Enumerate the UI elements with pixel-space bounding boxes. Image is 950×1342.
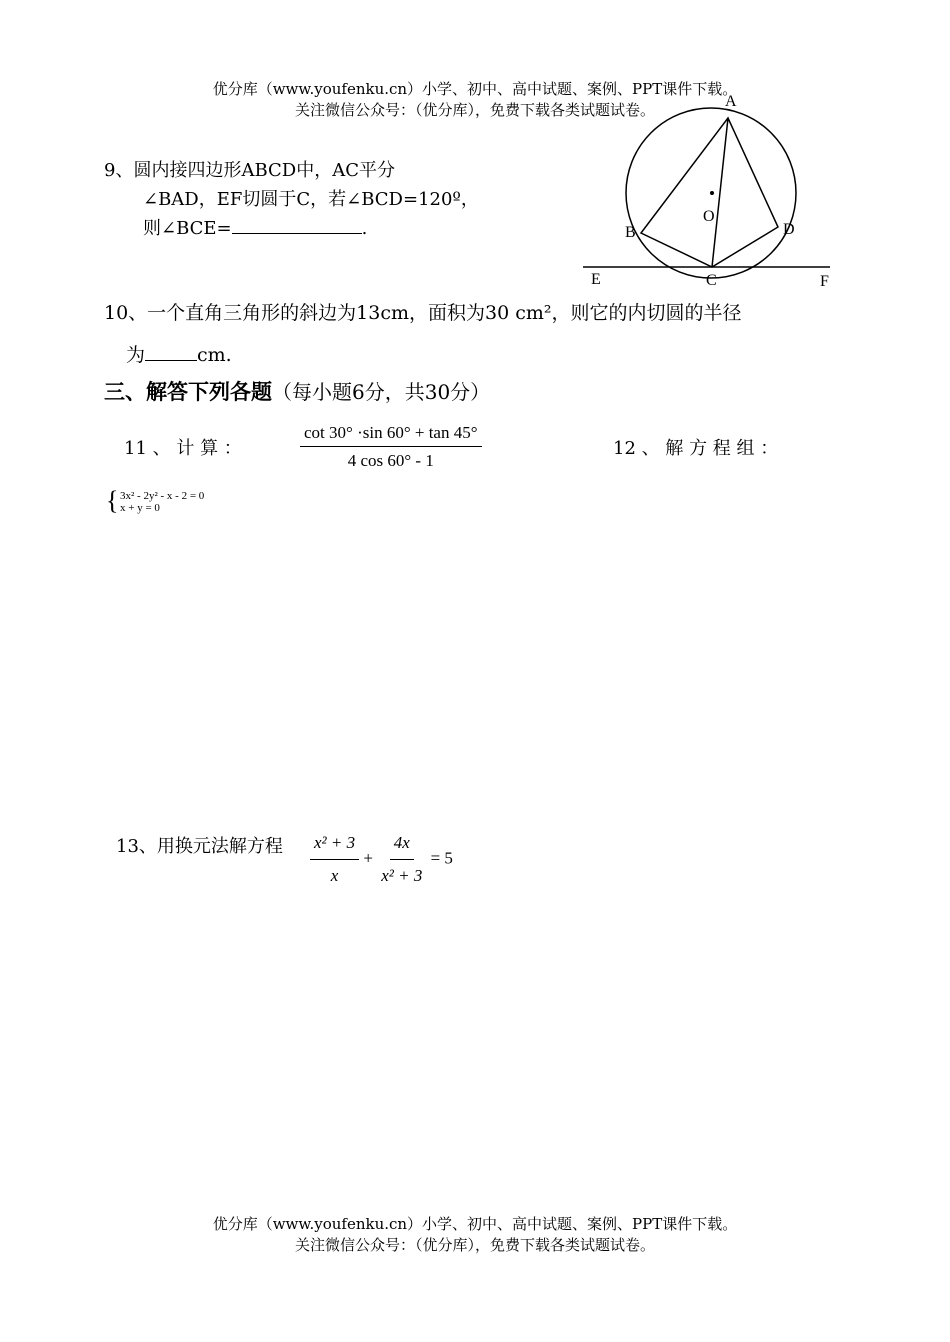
q12-brace: {: [106, 486, 119, 515]
q12-system: [106, 486, 205, 515]
label-f: F: [820, 273, 829, 290]
q11-denominator: 4 cos 60° - 1: [347, 451, 434, 470]
q13-fraction-2: [377, 833, 426, 886]
q12-label: 12 、 解 方 程 组 ：: [613, 438, 779, 459]
section-3-heading: [104, 376, 490, 406]
q13-equation: [310, 833, 453, 886]
q13-fraction-2-num: 4x: [390, 833, 414, 860]
label-c: C: [706, 272, 717, 289]
label-e: E: [591, 271, 601, 288]
footer-line-2: 关注微信公众号：（优分库），免费下载各类试题试卷。: [294, 1236, 655, 1254]
label-d: D: [783, 221, 795, 238]
q13-fraction-1-den: x: [330, 866, 339, 885]
q13-fraction-2-den: x² + 3: [381, 866, 423, 885]
q10-line-2-prefix: 为: [126, 344, 146, 366]
q11-label: 11 、 计 算 ：: [124, 438, 242, 459]
q13-fraction-1-num: x² + 3: [310, 833, 359, 860]
q9-line-2: ∠BAD，EF切圆于C，若∠BCD=120º，: [143, 189, 479, 210]
q9-line-3-prefix: 则∠BCE=: [143, 218, 232, 239]
q11-numerator: cot 30° ·sin 60° + tan 45°: [300, 423, 482, 447]
label-o: O: [703, 208, 715, 225]
q13-plus: +: [363, 848, 373, 868]
q10-line-1: 10、一个直角三角形的斜边为13cm，面积为30 cm²，则它的内切圆的半径: [104, 302, 742, 324]
center-point-o: [710, 191, 714, 195]
footer-line-1: 优分库（www.youfenku.cn）小学、初中、高中试题、案例、PPT课件下载。: [212, 1215, 738, 1233]
q13-label: 13、用换元法解方程: [116, 836, 283, 857]
q13-rhs: = 5: [430, 848, 453, 868]
section-3-title: 三、解答下列各题: [104, 379, 272, 404]
diagonal-ac: [712, 118, 728, 267]
q11-expression: [300, 423, 482, 471]
q9-line-1: 9、圆内接四边形ABCD中，AC平分: [104, 160, 395, 181]
q9-line-3: [143, 214, 367, 240]
q11-fraction: [300, 423, 482, 471]
q12-eq-1: 3x² - 2y² - x - 2 = 0: [120, 490, 205, 502]
q9-answer-blank[interactable]: [232, 215, 362, 234]
circle-figure: [575, 88, 840, 293]
q13-fraction-1: [310, 833, 359, 886]
q10-line-2: [126, 340, 232, 367]
section-3-note: （每小题6分，共30分）: [272, 380, 491, 404]
header-line-2: 关注微信公众号：（优分库），免费下载各类试题试卷。: [294, 101, 655, 119]
label-b: B: [625, 224, 636, 241]
q12-eq-2: x + y = 0: [120, 502, 160, 514]
q10-answer-blank[interactable]: [145, 342, 197, 361]
q9-line-3-suffix: .: [361, 218, 368, 239]
label-a: A: [725, 93, 737, 110]
header-line-1: 优分库（www.youfenku.cn）小学、初中、高中试题、案例、PPT课件下载。: [212, 80, 738, 98]
quadrilateral-abcd: [641, 118, 778, 267]
q10-line-2-suffix: cm.: [197, 344, 232, 366]
